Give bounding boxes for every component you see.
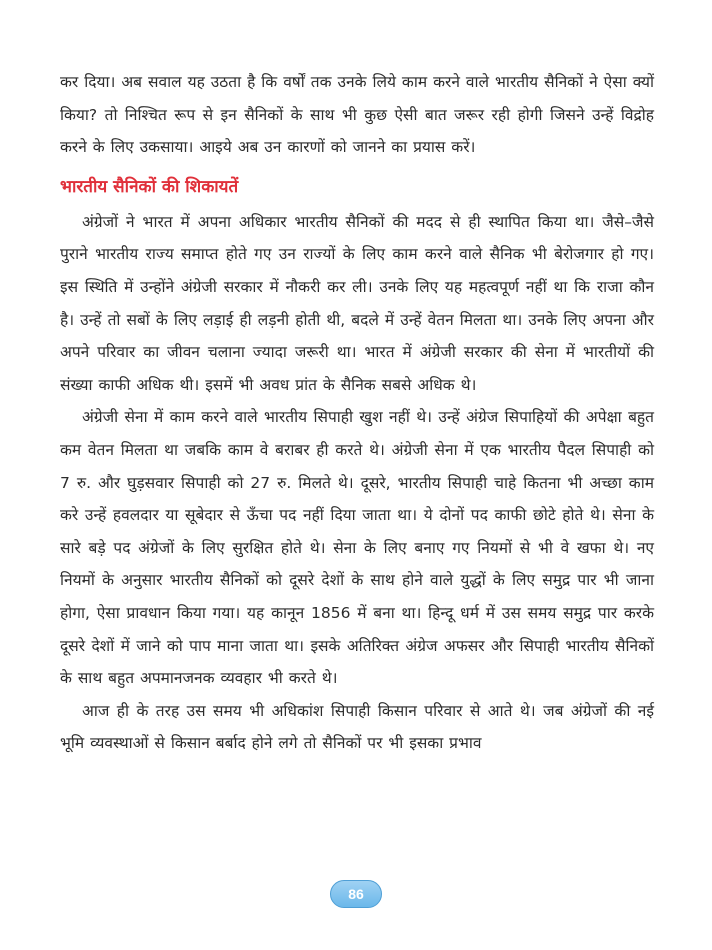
paragraph-british-rule: अंग्रेजों ने भारत में अपना अधिकार भारतीय सैनिकों की मदद से ही स्थापित किया था। जैसे–जैसे पुराने भारतीय राज्य समाप्त होते गए उन राज्यों के लिए काम करने वाले सैनिक भी बेरोजगार हो गए। इस स्थिति में उन्होंने अंग्रेजी सरकार में नौकरी कर ली। उनके लिए यह महत्वपूर्ण नहीं था कि राजा कौन है। उन्हें तो सबों के लिए लड़ाई ही लड़नी होती थी, बदले में उन्हें वेतन मिलता था। उनके लिए अपना और अपने परिवार का जीवन चलाना ज्यादा जरूरी था। भारत में अंग्रेजी सरकार की सेना में भारतीयों की संख्या काफी अधिक थी। इसमें भी अवध प्रांत के सैनिक सबसे अधिक थे।: [60, 212, 654, 394]
page-number: 86: [348, 886, 364, 902]
section-heading: भारतीय सैनिकों की शिकायतें: [60, 176, 239, 197]
paragraph-farmer-background: आज ही के तरह उस समय भी अधिकांश सिपाही किसान परिवार से आते थे। जब अंग्रेजों की नई भूमि व्यवस्थाओं से किसान बर्बाद होने लगे तो सैनिकों पर भी इसका प्रभाव: [60, 701, 654, 753]
page-content: [60, 66, 654, 760]
paragraph-soldier-grievances: अंग्रेजी सेना में काम करने वाले भारतीय सिपाही खुश नहीं थे। उन्हें अंग्रेज सिपाहियों की अपेक्षा बहुत कम वेतन मिलता था जबकि काम वे बराबर ही करते थे। अंग्रेजी सेना में एक भारतीय पैदल सिपाही को 7 रु. और घुड़सवार सिपाही को 27 रु. मिलते थे। दूसरे, भारतीय सिपाही चाहे कितना भी अच्छा काम करे उन्हें हवलदार या सूबेदार से ऊँचा पद नहीं दिया जाता था। ये दोनों पद काफी छोटे होते थे। सेना के सारे बड़े पद अंग्रेजों के लिए सुरक्षित होते थे। सेना के लिए बनाए गए नियमों से भी वे खफा थे। नए नियमों के अनुसार भारतीय सैनिकों को दूसरे देशों के साथ होने वाले युद्धों के लिए समुद्र पार भी जाना होगा, ऐसा प्रावधान किया गया। यह कानून 1856 में बना था। हिन्दू धर्म में उस समय समुद्र पार करके दूसरे देशों में जाने को पाप माना जाता था। इसके अतिरिक्त अंग्रेज अफसर और सिपाही भारतीय सैनिकों के साथ बहुत अपमानजनक व्यवहार भी करते थे।: [60, 408, 654, 688]
paragraph-intro: कर दिया। अब सवाल यह उठता है कि वर्षों तक उनके लिये काम करने वाले भारतीय सैनिकों ने ऐसा क्यों किया? तो निश्चित रूप से इन सैनिकों के साथ भी कुछ ऐसी बात जरूर रही होगी जिसने उन्हें विद्रोह करने के लिए उकसाया। आइये अब उन कारणों को जानने का प्रयास करें।: [60, 73, 654, 157]
page-number-badge: [330, 880, 382, 908]
